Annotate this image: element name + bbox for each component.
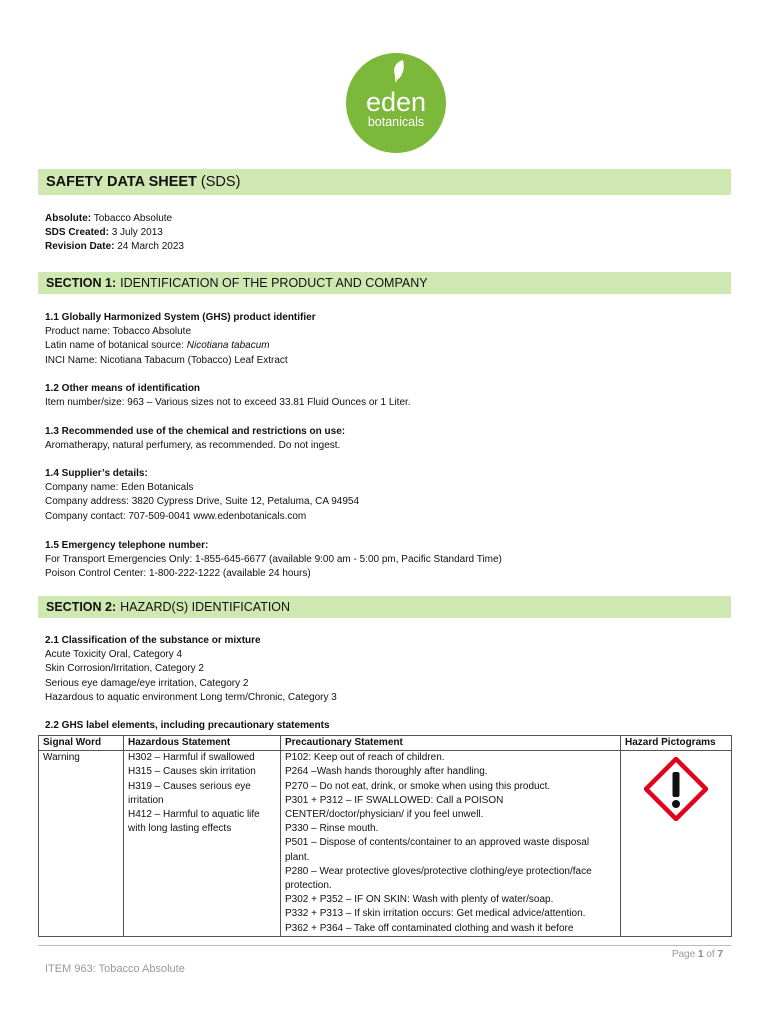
item-number: Item number/size: 963 – Various sizes not to exceed 33.81 Fluid Ounces or 1 Liter.	[45, 397, 411, 409]
classification-item: Acute Toxicity Oral, Category 4	[45, 649, 183, 661]
recommended-use: Aromatherapy, natural perfumery, as recommended. Do not ingest.	[45, 440, 341, 452]
table-header-row	[39, 736, 732, 751]
section-1-5	[45, 539, 502, 582]
precautionary-statement: P302 + P352 – IF ON SKIN: Wash with plenty of water/soap.	[285, 894, 554, 906]
col-hazardous-statement: Hazardous Statement	[124, 736, 281, 751]
precautionary-statement: P264 –Wash hands thoroughly after handling.	[285, 766, 488, 778]
section1-title: IDENTIFICATION OF THE PRODUCT AND COMPANY	[120, 276, 428, 290]
section-1-3-heading: 1.3 Recommended use of the chemical and restrictions on use:	[45, 426, 346, 437]
sds-title-rest: (SDS)	[200, 174, 241, 190]
logo-sub: botanicals	[367, 115, 425, 129]
hazard-statement: H302 – Harmful if swallowed	[128, 752, 255, 764]
hazard-statement: H319 – Causes serious eye irritation	[128, 780, 251, 806]
sds-title-band	[38, 169, 731, 195]
section-1-2-heading: 1.2 Other means of identification	[45, 383, 201, 394]
section-1-1	[45, 311, 316, 368]
precautionary-statement: P301 + P312 – IF SWALLOWED: Call a POISON CENTER/doctor/physician/ if you feel unwell.	[285, 794, 504, 821]
product-name: Product name: Tobacco Absolute	[45, 326, 192, 338]
precautionary-statement: P280 – Wear protective gloves/protective clothing/eye protection/face protection.	[285, 865, 592, 892]
precautionary-statement: P501 – Dispose of contents/container to an approved waste disposal plant.	[285, 837, 590, 863]
company-address: Company address: 3820 Cypress Drive, Suite 12, Petaluma, CA 94954	[45, 496, 360, 508]
hazard-statement: H315 – Causes skin irritation	[128, 766, 256, 778]
precautionary-statement: P102: Keep out of reach of children.	[285, 752, 445, 764]
section-2-1	[45, 634, 337, 705]
precautionary-statement: P362 + P364 – Take off contaminated clothing and wash it before	[285, 922, 574, 934]
pictogram-cell	[621, 751, 732, 937]
latin-name: Latin name of botanical source: Nicotiana tabacum	[45, 340, 270, 352]
classification-item: Serious eye damage/eye irritation, Category 2	[45, 677, 249, 689]
hazard-statement: H412 – Harmful to aquatic life with long lasting effects	[128, 809, 260, 835]
col-precautionary-statement: Precautionary Statement	[281, 736, 621, 751]
section-1-1-heading: 1.1 Globally Harmonized System (GHS) product identifier	[45, 312, 316, 323]
hazard-statements-cell	[124, 751, 281, 937]
logo-icon	[345, 52, 447, 154]
eden-botanicals-logo	[345, 52, 447, 154]
footer-item-label: ITEM 963: Tobacco Absolute	[45, 963, 185, 975]
classification-item: Skin Corrosion/Irritation, Category 2	[45, 663, 204, 675]
transport-emergency: For Transport Emergencies Only: 1-855-645-6677 (available 9:00 am - 5:00 pm, Pacific Standard Time)	[45, 554, 502, 566]
section-2-1-heading: 2.1 Classification of the substance or mixture	[45, 635, 261, 646]
footer-divider	[38, 945, 731, 946]
company-name: Company name: Eden Botanicals	[45, 482, 194, 494]
section1-number: SECTION 1:	[46, 276, 117, 290]
company-contact: Company contact: 707-509-0041 www.edenbotanicals.com	[45, 510, 307, 522]
section-1-4-heading: 1.4 Supplier’s details:	[45, 468, 148, 479]
precautionary-statements-cell	[281, 751, 621, 937]
section-2-2-heading: 2.2 GHS label elements, including precautionary statements	[45, 720, 330, 731]
table-row	[39, 751, 732, 937]
page-number: Page 1 of 7	[671, 949, 723, 960]
section-1-4	[45, 467, 359, 524]
precautionary-statement: P332 + P313 – If skin irritation occurs: Get medical advice/attention.	[285, 908, 586, 920]
signal-word-cell	[39, 751, 124, 937]
document-meta	[45, 212, 184, 255]
section-1-2	[45, 382, 411, 410]
col-hazard-pictograms: Hazard Pictograms	[621, 736, 732, 751]
signal-word: Warning	[43, 752, 80, 764]
section-1-5-heading: 1.5 Emergency telephone number:	[45, 540, 209, 551]
exclamation-mark-icon	[644, 757, 708, 821]
precautionary-statement: P270 – Do not eat, drink, or smoke when using this product.	[285, 780, 551, 792]
classification-item: Hazardous to aquatic environment Long term/Chronic, Category 3	[45, 691, 337, 703]
section-1-3	[45, 425, 345, 453]
meta-row: Revision Date: 24 March 2023	[45, 241, 184, 253]
precautionary-statement: P330 – Rinse mouth.	[285, 823, 379, 835]
meta-row: Absolute: Tobacco Absolute	[45, 213, 173, 224]
section2-number: SECTION 2:	[46, 600, 117, 614]
sds-title-bold: SAFETY DATA SHEET	[46, 174, 197, 190]
section2-title: HAZARD(S) IDENTIFICATION	[120, 600, 291, 614]
ghs-label-table	[38, 735, 732, 937]
logo-brand: eden	[365, 87, 427, 117]
meta-row: SDS Created: 3 July 2013	[45, 227, 163, 239]
section1-band	[38, 272, 731, 294]
section2-band	[38, 596, 731, 618]
section-2-2	[45, 719, 330, 733]
poison-control: Poison Control Center: 1-800-222-1222 (available 24 hours)	[45, 568, 311, 580]
col-signal-word: Signal Word	[39, 736, 124, 751]
inci-name: INCI Name: Nicotiana Tabacum (Tobacco) Leaf Extract	[45, 354, 288, 366]
